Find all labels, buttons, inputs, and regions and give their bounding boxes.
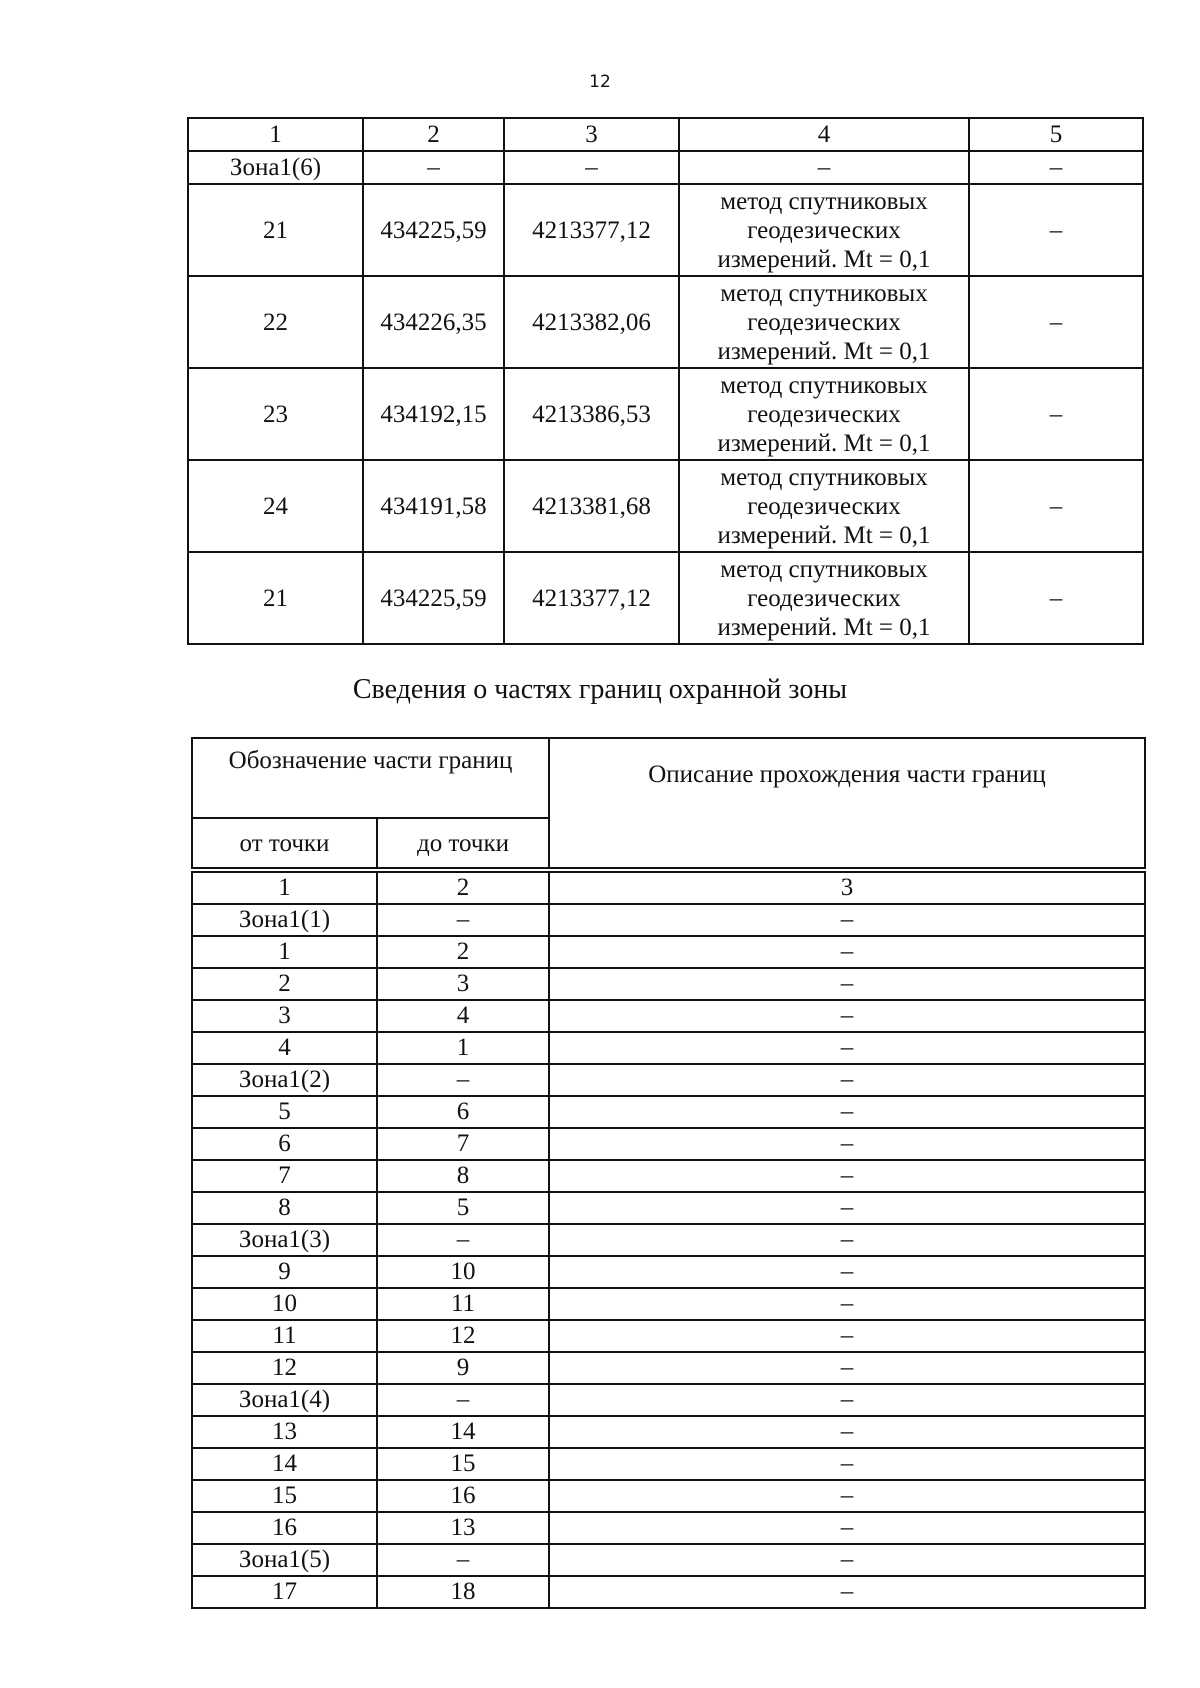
from-point: Зона1(2) [192,1064,377,1096]
to-point: 8 [377,1160,549,1192]
part-description: – [549,1480,1145,1512]
point-number: 21 [188,184,363,276]
part-description: – [549,1096,1145,1128]
from-point: Зона1(4) [192,1384,377,1416]
part-description: – [549,1384,1145,1416]
to-point: 4 [377,1000,549,1032]
header-to-point: до точки [377,818,549,868]
from-point: 4 [192,1032,377,1064]
to-point: 3 [377,968,549,1000]
to-point: – [377,904,549,936]
zone-row [188,151,1143,184]
to-point: – [377,1544,549,1576]
column-number: 4 [679,118,969,151]
boundary-part-row [192,1192,1145,1224]
measurement-method [679,184,969,276]
method-line: измерений. Mt = 0,1 [717,613,931,641]
from-point: 12 [192,1352,377,1384]
from-point: 14 [192,1448,377,1480]
boundary-part-row [192,1224,1145,1256]
column-number: 5 [969,118,1143,151]
from-point: 7 [192,1160,377,1192]
part-description: – [549,1544,1145,1576]
boundary-part-row [192,936,1145,968]
method-line: измерений. Mt = 0,1 [717,337,931,365]
page-number: 12 [589,72,611,92]
boundary-part-row [192,1320,1145,1352]
column-number: 2 [363,118,504,151]
empty-dash: – [679,151,969,184]
y-coordinate: 4213386,53 [504,368,679,460]
header-from-point: от точки [192,818,377,868]
from-point: 17 [192,1576,377,1608]
coordinate-row [188,552,1143,644]
method-line: геодезических [747,400,901,428]
from-point: 6 [192,1128,377,1160]
y-coordinate: 4213377,12 [504,184,679,276]
y-coordinate: 4213382,06 [504,276,679,368]
x-coordinate: 434191,58 [363,460,504,552]
to-point: 10 [377,1256,549,1288]
boundary-part-row [192,1544,1145,1576]
column-number-row [188,118,1143,151]
coordinate-row [188,184,1143,276]
column-number: 1 [192,872,377,904]
method-line: геодезических [747,584,901,612]
boundary-part-row [192,1480,1145,1512]
x-coordinate: 434225,59 [363,184,504,276]
boundary-part-row [192,1096,1145,1128]
from-point: 5 [192,1096,377,1128]
boundary-part-row [192,1032,1145,1064]
boundary-part-row [192,1512,1145,1544]
from-point: 13 [192,1416,377,1448]
method-line: метод спутниковых [720,463,928,491]
column-number: 3 [549,872,1145,904]
method-line: метод спутниковых [720,371,928,399]
boundary-part-row [192,1576,1145,1608]
y-coordinate: 4213381,68 [504,460,679,552]
to-point: 16 [377,1480,549,1512]
empty-dash: – [363,151,504,184]
method-line: измерений. Mt = 0,1 [717,245,931,273]
part-description: – [549,1416,1145,1448]
from-point: 16 [192,1512,377,1544]
boundary-part-row [192,1160,1145,1192]
to-point: 6 [377,1096,549,1128]
method-line: измерений. Mt = 0,1 [717,429,931,457]
part-description: – [549,1160,1145,1192]
from-point: Зона1(3) [192,1224,377,1256]
boundary-part-row [192,1384,1145,1416]
point-number: 22 [188,276,363,368]
boundary-part-row [192,1288,1145,1320]
coordinates-table [187,117,1144,645]
from-point: Зона1(1) [192,904,377,936]
boundary-parts-table [191,737,1146,1609]
empty-dash: – [969,368,1143,460]
measurement-method [679,460,969,552]
part-description: – [549,1256,1145,1288]
empty-dash: – [969,460,1143,552]
point-number: 23 [188,368,363,460]
boundary-part-row [192,1000,1145,1032]
part-description: – [549,1064,1145,1096]
empty-dash: – [969,151,1143,184]
boundary-part-row [192,1128,1145,1160]
empty-dash: – [969,552,1143,644]
from-point: 11 [192,1320,377,1352]
x-coordinate: 434225,59 [363,552,504,644]
part-description: – [549,1352,1145,1384]
part-description: – [549,1576,1145,1608]
to-point: 14 [377,1416,549,1448]
boundary-part-row [192,1416,1145,1448]
empty-dash: – [504,151,679,184]
point-number: 21 [188,552,363,644]
part-description: – [549,1032,1145,1064]
method-line: геодезических [747,216,901,244]
from-point: Зона1(5) [192,1544,377,1576]
column-number: 2 [377,872,549,904]
from-point: 15 [192,1480,377,1512]
to-point: – [377,1064,549,1096]
from-point: 3 [192,1000,377,1032]
boundary-part-row [192,1256,1145,1288]
measurement-method [679,276,969,368]
measurement-method [679,368,969,460]
boundary-part-row [192,904,1145,936]
empty-dash: – [969,184,1143,276]
empty-dash: – [969,276,1143,368]
method-line: геодезических [747,308,901,336]
y-coordinate: 4213377,12 [504,552,679,644]
measurement-method [679,552,969,644]
method-line: геодезических [747,492,901,520]
to-point: 5 [377,1192,549,1224]
point-number: 24 [188,460,363,552]
coordinate-row [188,460,1143,552]
boundary-part-row [192,1448,1145,1480]
part-description: – [549,1320,1145,1352]
method-line: метод спутниковых [720,279,928,307]
from-point: 10 [192,1288,377,1320]
to-point: 7 [377,1128,549,1160]
part-description: – [549,1128,1145,1160]
to-point: 1 [377,1032,549,1064]
part-description: – [549,1288,1145,1320]
to-point: 15 [377,1448,549,1480]
from-point: 1 [192,936,377,968]
part-description: – [549,904,1145,936]
column-number: 1 [188,118,363,151]
part-description: – [549,1512,1145,1544]
part-description: – [549,1224,1145,1256]
method-line: метод спутниковых [720,187,928,215]
to-point: 12 [377,1320,549,1352]
to-point: 9 [377,1352,549,1384]
boundary-part-row [192,1064,1145,1096]
from-point: 2 [192,968,377,1000]
coordinate-row [188,276,1143,368]
method-line: измерений. Mt = 0,1 [717,521,931,549]
section-title: Сведения о частях границ охранной зоны [352,674,848,705]
to-point: 18 [377,1576,549,1608]
to-point: 11 [377,1288,549,1320]
zone-label: Зона1(6) [188,151,363,184]
method-line: метод спутниковых [720,555,928,583]
to-point: 13 [377,1512,549,1544]
to-point: 2 [377,936,549,968]
boundary-part-row [192,968,1145,1000]
column-number: 3 [504,118,679,151]
part-description: – [549,1000,1145,1032]
x-coordinate: 434226,35 [363,276,504,368]
header-description: Описание прохождения части границ [549,738,1145,868]
header-designation: Обозначение части границ [192,738,549,818]
from-point: 9 [192,1256,377,1288]
part-description: – [549,968,1145,1000]
part-description: – [549,1192,1145,1224]
part-description: – [549,936,1145,968]
coordinate-row [188,368,1143,460]
to-point: – [377,1224,549,1256]
x-coordinate: 434192,15 [363,368,504,460]
boundary-part-row [192,1352,1145,1384]
to-point: – [377,1384,549,1416]
part-description: – [549,1448,1145,1480]
from-point: 8 [192,1192,377,1224]
